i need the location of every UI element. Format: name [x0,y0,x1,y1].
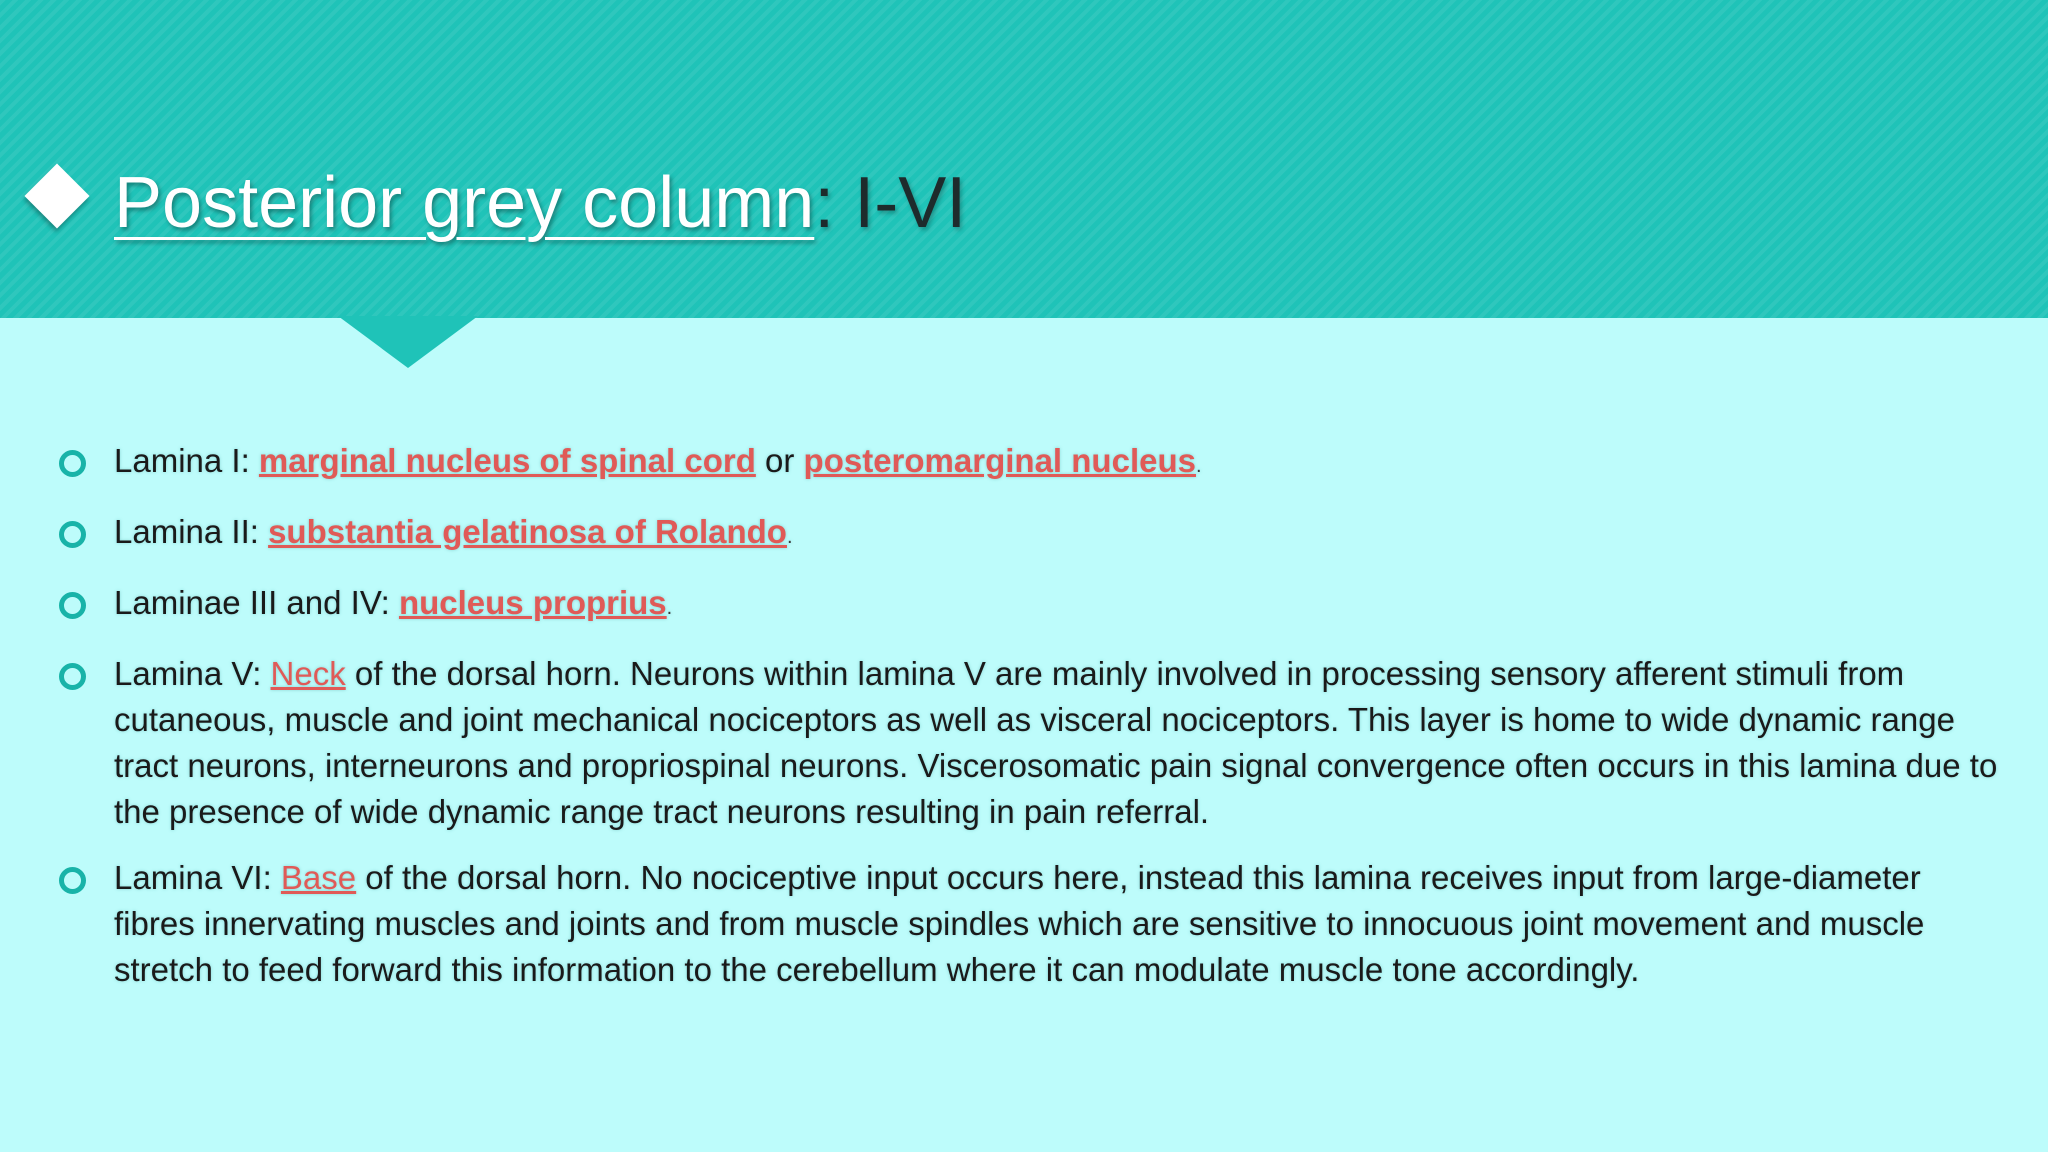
term-link[interactable]: marginal nucleus of spinal cord [258,442,756,479]
period: . [786,526,793,548]
description-text: of the dorsal horn. No nociceptive input occurs here, instead this lamina receives input from large-diameter fibres innervating muscles and joints and from muscle spindles which are sensitive to innocuous joint movement and muscle stretch to feed forward this information to the cerebellum where it can modulate muscle tone accordingly. [114,859,1925,988]
list-item [0,509,2048,560]
ring-bullet-icon [59,663,86,690]
term-link[interactable]: Neck [270,655,346,692]
ring-bullet-icon [59,592,86,619]
title-range: : I-VI [814,163,967,243]
lamina-label: Lamina VI: [114,859,281,896]
list-item [0,438,2048,489]
list-item [0,651,2048,835]
lamina-label: Laminae III and IV: [114,584,399,621]
period: . [1195,455,1202,477]
title-link[interactable]: Posterior grey column [114,163,815,243]
ring-bullet-icon [59,521,86,548]
list-item [0,580,2048,631]
term-link[interactable]: substantia gelatinosa of Rolando [268,513,787,550]
lamina-label: Lamina V: [114,655,271,692]
period: . [666,597,673,619]
lamina-label: Lamina II: [114,513,269,550]
diamond-bullet-icon [24,163,89,228]
ring-bullet-icon [59,867,86,894]
description-text: of the dorsal horn. Neurons within lamina V are mainly involved in processing sensory afferent stimuli from cutaneous, muscle and joint mechanical nociceptors as well as visceral nociceptors. This layer is home to wide dynamic range tract neurons, interneurons and propriospinal neurons. Viscerosomatic pain signal convergence often occurs in this lamina due to the presence of wide dynamic range tract neurons resulting in pain referral. [114,655,1998,830]
term-link[interactable]: nucleus proprius [398,584,667,621]
term-link[interactable]: Base [280,859,357,896]
banner-pointer [338,316,478,368]
ring-bullet-icon [59,450,86,477]
term-link[interactable]: posteromarginal nucleus [803,442,1196,479]
slide-title [18,158,966,248]
bullet-list [0,438,2048,1013]
list-item [0,855,2048,993]
lamina-label: Lamina I: [114,442,259,479]
connector-text: or [755,442,804,479]
